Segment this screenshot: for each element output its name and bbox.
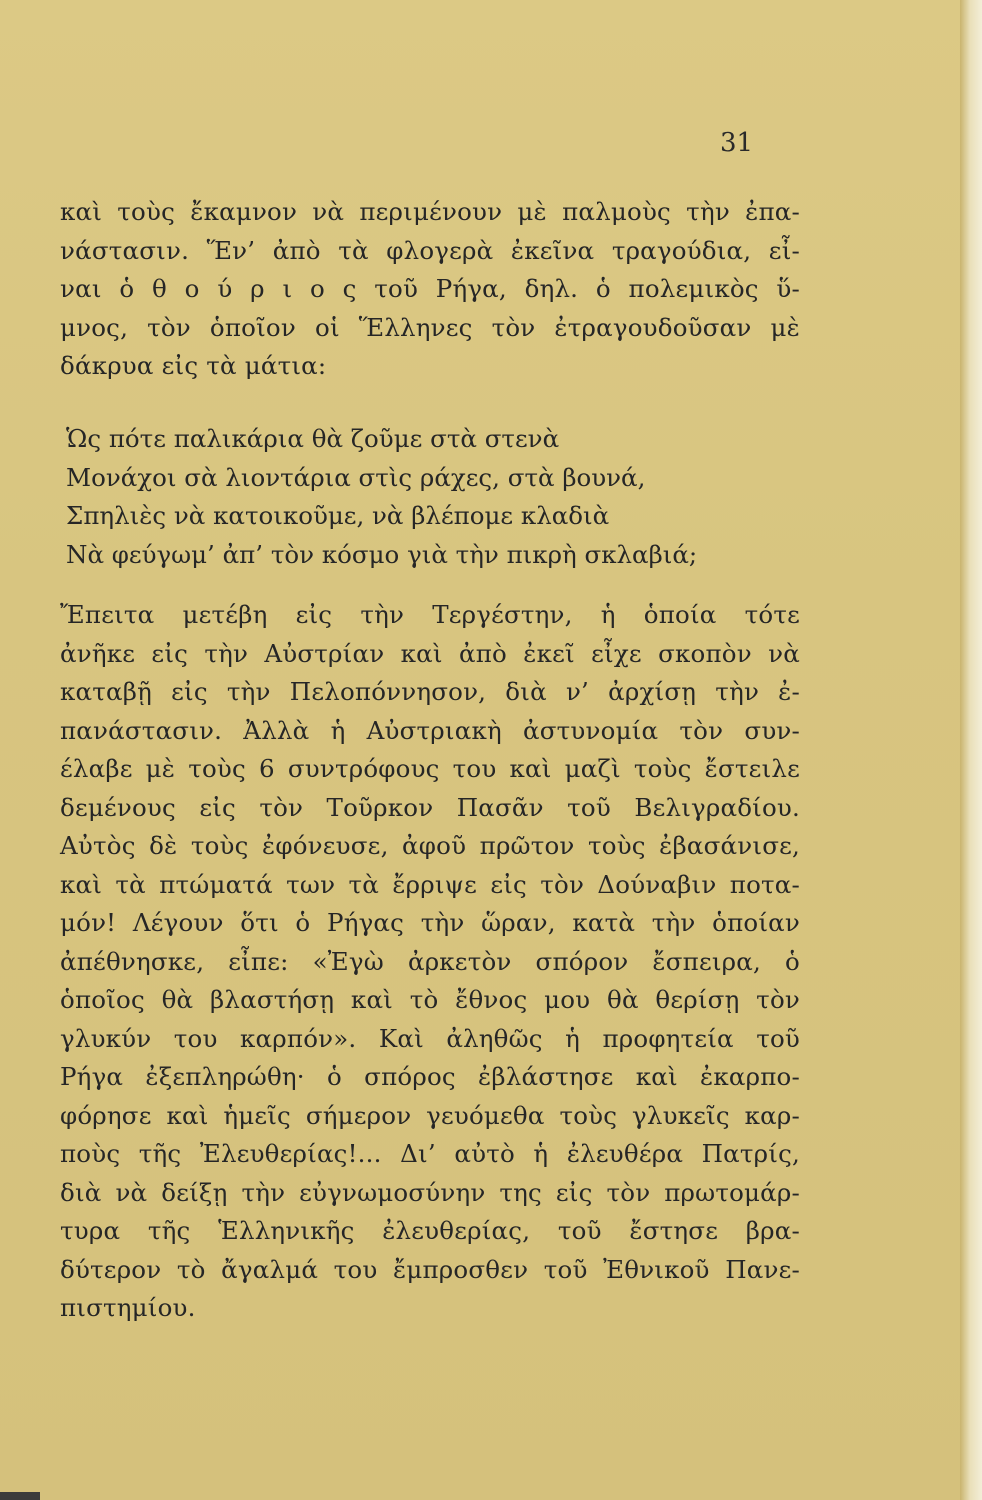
text-line: ποὺς τῆς Ἐλευθερίας!... Δι’ αὐτὸ ἡ ἐλευθέρα Πατρίς, [60,1139,800,1168]
text-line: έλαβε μὲ τοὺς 6 συντρόφους του καὶ μαζὶ τοὺς ἔστειλε [60,754,800,783]
text-line: καὶ τὰ πτώματά των τὰ ἔρριψε εἰς τὸν Δούναβιν ποτα- [60,869,800,899]
poem-verse: Μονάχοι σὰ λιοντάρια στὶς ράχες, στὰ βουνά, [66,462,646,492]
text-line: Ἔπειτα μετέβη εἰς τὴν Τεργέστην, ἡ ὁποία τότε [60,600,800,629]
poem-verse: Νὰ φεύγωμ’ ἀπ’ τὸν κόσμο γιὰ τὴν πικρὴ σκλαβιά; [66,539,698,569]
page-edge [960,0,982,1500]
text-line: ἀνῆκε εἰς τὴν Αὐστρίαν καὶ ἀπὸ ἐκεῖ εἶχε σκοπὸν νὰ [60,638,800,668]
text-line: ὁποῖος θὰ βλαστήσῃ καὶ τὸ ἔθνος μου θὰ θερίσῃ τὸν [60,985,800,1014]
text-line: καταβῇ εἰς τὴν Πελοπόννησον, διὰ ν’ ἀρχίσῃ τὴν ἐ- [60,677,800,706]
text-line: μόν! Λέγουν ὅτι ὁ Ρήγας τὴν ὥραν, κατὰ τὴν ὁποίαν [60,908,800,937]
text-line: καὶ τοὺς ἔκαμνον νὰ περιμένουν μὲ παλμοὺς τὴν ἐπα- [60,197,800,226]
text-line: νάστασιν. Ἕν’ ἀπὸ τὰ φλογερὰ ἐκεῖνα τραγούδια, εἶ- [60,235,800,265]
paragraph-1 [60,193,800,386]
poem-quote [66,420,697,574]
paragraph-2 [60,596,800,1328]
text-line: δεμένους εἰς τὸν Τοῦρκον Πασᾶν τοῦ Βελιγραδίου. [60,792,800,822]
text-line: φόρησε καὶ ἡμεῖς σήμερον γευόμεθα τοὺς γλυκεῖς καρ- [60,1100,800,1130]
text-line: ἀπέθνησκε, εἶπε: «Ἐγὼ ἀρκετὸν σπόρον ἔσπειρα, ὁ [60,946,800,976]
text-line: μνος, τὸν ὁποῖον οἱ Ἕλληνες τὸν ἐτραγουδοῦσαν μὲ [60,312,800,342]
poem-verse: Σπηλιὲς νὰ κατοικοῦμε, νὰ βλέπομε κλαδιὰ [66,501,610,530]
text-line: Ρήγα ἐξεπληρώθη· ὁ σπόρος ἐβλάστησε καὶ ἐκαρπο- [60,1062,800,1091]
poem-verse: Ὡς πότε παλικάρια θὰ ζοῦμε στὰ στενὰ [66,424,560,453]
binding-edge [0,1492,40,1500]
text-line: τυρα τῆς Ἑλληνικῆς ἐλευθερίας, τοῦ ἔστησε βρα- [60,1216,800,1245]
text-line: πιστημίου. [60,1293,196,1322]
text-line: γλυκύν του καρπόν». Καὶ ἀληθῶς ἡ προφητεία τοῦ [60,1023,800,1053]
text-line: ναι ὁ θ ο ύ ρ ι ο ς τοῦ Ρήγα, δηλ. ὁ πολεμικὸς ὕ- [60,274,800,303]
text-line: πανάστασιν. Ἀλλὰ ἡ Αὐστριακὴ ἀστυνομία τὸν συν- [60,715,800,745]
text-line: δύτερον τὸ ἄγαλμά του ἔμπροσθεν τοῦ Ἐθνικοῦ Πανε- [60,1254,800,1284]
text-line: διὰ νὰ δείξῃ τὴν εὐγνωμοσύνην της εἰς τὸν πρωτομάρ- [60,1177,800,1207]
page-number: 31 [720,128,754,158]
text-line: δάκρυα εἰς τὰ μάτια: [60,351,327,380]
text-line: Αὐτὸς δὲ τοὺς ἐφόνευσε, ἀφοῦ πρῶτον τοὺς ἐβασάνισε, [60,831,800,860]
